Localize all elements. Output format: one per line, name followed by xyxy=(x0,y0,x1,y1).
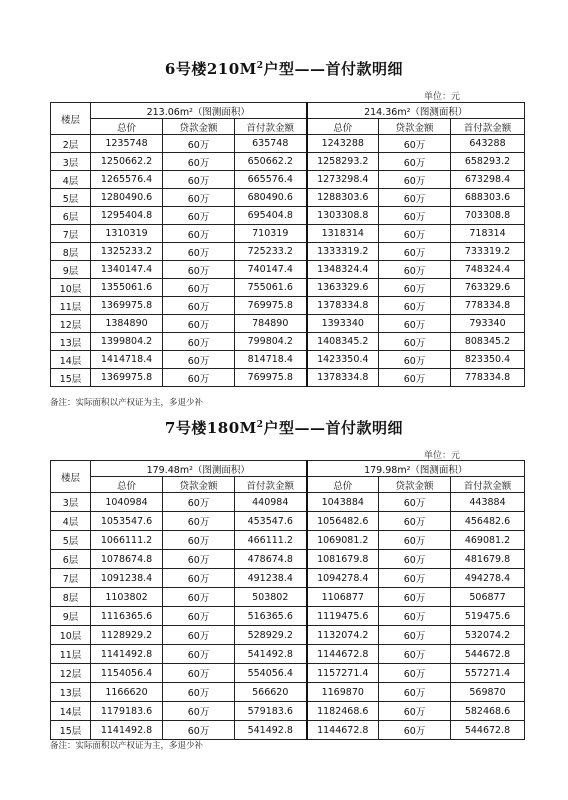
floor-cell: 6层 xyxy=(51,550,91,569)
table-cell: 60万 xyxy=(163,333,235,351)
table-cell: 688303.6 xyxy=(451,189,525,207)
table-cell: 60万 xyxy=(163,315,235,333)
table-cell: 478674.8 xyxy=(235,550,307,569)
table-cell: 60万 xyxy=(379,645,451,664)
table-cell: 703308.8 xyxy=(451,207,525,225)
table-cell: 1078674.8 xyxy=(91,550,163,569)
table-cell: 1103802 xyxy=(91,588,163,607)
table-cell: 1340147.4 xyxy=(91,261,163,279)
floor-cell: 12层 xyxy=(51,315,91,333)
table-cell: 532074.2 xyxy=(451,626,525,645)
table-row xyxy=(51,531,525,550)
table-cell: 725233.2 xyxy=(235,243,307,261)
table-cell: 60万 xyxy=(379,531,451,550)
table-cell: 60万 xyxy=(379,279,451,297)
table-cell: 1384890 xyxy=(91,315,163,333)
table-row xyxy=(51,721,525,740)
table-cell: 469081.2 xyxy=(451,531,525,550)
floor-cell: 5层 xyxy=(51,189,91,207)
table-cell: 60万 xyxy=(379,243,451,261)
table-cell: 1318314 xyxy=(307,225,379,243)
table-cell: 778334.8 xyxy=(451,369,525,387)
table-cell: 60万 xyxy=(163,550,235,569)
floor-cell: 14层 xyxy=(51,351,91,369)
floor-cell: 8层 xyxy=(51,588,91,607)
table-cell: 528929.2 xyxy=(235,626,307,645)
table-cell: 823350.4 xyxy=(451,351,525,369)
table-cell: 1280490.6 xyxy=(91,189,163,207)
table-cell: 1157271.4 xyxy=(307,664,379,683)
table-cell: 1128929.2 xyxy=(91,626,163,645)
table-cell: 516365.6 xyxy=(235,607,307,626)
table-cell: 60万 xyxy=(163,683,235,702)
table-cell: 1414718.4 xyxy=(91,351,163,369)
table-row xyxy=(51,493,525,512)
table-cell: 60万 xyxy=(379,351,451,369)
table-cell: 1399804.2 xyxy=(91,333,163,351)
table-cell: 60万 xyxy=(379,333,451,351)
floor-cell: 7层 xyxy=(51,225,91,243)
table-cell: 658293.2 xyxy=(451,153,525,171)
table-cell: 60万 xyxy=(163,243,235,261)
group-header-a: 179.48m²（图测面积） xyxy=(91,461,307,477)
table-cell: 60万 xyxy=(163,588,235,607)
table-cell: 1378334.8 xyxy=(307,297,379,315)
section-2-unit: 单位：元 xyxy=(424,451,461,461)
table-cell: 60万 xyxy=(379,512,451,531)
table-cell: 799804.2 xyxy=(235,333,307,351)
table-cell: 60万 xyxy=(163,607,235,626)
table-cell: 60万 xyxy=(163,721,235,740)
table-cell: 554056.4 xyxy=(235,664,307,683)
table-cell: 1154056.4 xyxy=(91,664,163,683)
table-cell: 506877 xyxy=(451,588,525,607)
table-cell: 60万 xyxy=(163,171,235,189)
table-cell: 650662.2 xyxy=(235,153,307,171)
table-cell: 1179183.6 xyxy=(91,702,163,721)
table-row xyxy=(51,171,525,189)
col-down-payment-a: 首付款金额 xyxy=(235,477,307,493)
table-cell: 695404.8 xyxy=(235,207,307,225)
floor-cell: 15层 xyxy=(51,369,91,387)
table-cell: 60万 xyxy=(163,702,235,721)
floor-cell: 4层 xyxy=(51,512,91,531)
table-cell: 1144672.8 xyxy=(307,721,379,740)
table-cell: 544672.8 xyxy=(451,645,525,664)
col-loan-a: 贷款金额 xyxy=(163,119,235,135)
table-row xyxy=(51,207,525,225)
table-cell: 740147.4 xyxy=(235,261,307,279)
table-cell: 1043884 xyxy=(307,493,379,512)
table-row xyxy=(51,626,525,645)
table-cell: 1166620 xyxy=(91,683,163,702)
table-cell: 443884 xyxy=(451,493,525,512)
table-cell: 60万 xyxy=(379,569,451,588)
table-cell: 494278.4 xyxy=(451,569,525,588)
table-row xyxy=(51,351,525,369)
table-cell: 60万 xyxy=(379,721,451,740)
floor-cell: 9层 xyxy=(51,607,91,626)
table-row xyxy=(51,607,525,626)
table-cell: 1040984 xyxy=(91,493,163,512)
table-cell: 1056482.6 xyxy=(307,512,379,531)
table-cell: 60万 xyxy=(163,493,235,512)
table-cell: 453547.6 xyxy=(235,512,307,531)
table-cell: 1132074.2 xyxy=(307,626,379,645)
table-cell: 456482.6 xyxy=(451,512,525,531)
table-cell: 60万 xyxy=(163,135,235,153)
table-row xyxy=(51,315,525,333)
table-cell: 60万 xyxy=(163,225,235,243)
section-2-note: 备注：实际面积以产权证为主，多退少补 xyxy=(50,741,204,751)
table-row xyxy=(51,569,525,588)
group-header-a: 213.06m²（图测面积） xyxy=(91,103,307,119)
table-row xyxy=(51,369,525,387)
row-header-floor: 楼层 xyxy=(51,461,91,493)
table-row xyxy=(51,664,525,683)
table-cell: 60万 xyxy=(163,261,235,279)
section-1-title: 6号楼$210M^2$户型——首付款明细 xyxy=(164,60,404,78)
table-cell: 60万 xyxy=(379,315,451,333)
table-cell: 60万 xyxy=(163,189,235,207)
section-1-note: 备注：实际面积以产权证为主，多退少补 xyxy=(50,398,204,408)
table-cell: 60万 xyxy=(379,626,451,645)
table-cell: 60万 xyxy=(379,225,451,243)
table-cell: 60万 xyxy=(379,189,451,207)
table-cell: 60万 xyxy=(163,645,235,664)
col-down-payment-b: 首付款金额 xyxy=(451,119,525,135)
table-cell: 1235748 xyxy=(91,135,163,153)
table-cell: 1091238.4 xyxy=(91,569,163,588)
table-cell: 60万 xyxy=(379,135,451,153)
table-cell: 541492.8 xyxy=(235,645,307,664)
table-cell: 60万 xyxy=(379,702,451,721)
table-row xyxy=(51,588,525,607)
table-cell: 60万 xyxy=(379,261,451,279)
table-cell: 60万 xyxy=(379,369,451,387)
table-cell: 778334.8 xyxy=(451,297,525,315)
floor-cell: 4层 xyxy=(51,171,91,189)
table-cell: 808345.2 xyxy=(451,333,525,351)
section-1-table xyxy=(50,102,525,387)
table-cell: 60万 xyxy=(163,297,235,315)
table-cell: 793340 xyxy=(451,315,525,333)
group-header-b: 179.98m²（图测面积） xyxy=(307,461,525,477)
table-cell: 1081679.8 xyxy=(307,550,379,569)
table-cell: 769975.8 xyxy=(235,297,307,315)
table-cell: 60万 xyxy=(163,279,235,297)
floor-cell: 12层 xyxy=(51,664,91,683)
table-row xyxy=(51,702,525,721)
floor-cell: 3层 xyxy=(51,493,91,512)
table-cell: 60万 xyxy=(379,153,451,171)
table-cell: 1053547.6 xyxy=(91,512,163,531)
table-cell: 1265576.4 xyxy=(91,171,163,189)
table-cell: 1119475.6 xyxy=(307,607,379,626)
table-cell: 60万 xyxy=(379,683,451,702)
table-cell: 1250662.2 xyxy=(91,153,163,171)
floor-cell: 6层 xyxy=(51,207,91,225)
table-cell: 1273298.4 xyxy=(307,171,379,189)
floor-cell: 10层 xyxy=(51,626,91,645)
table-row xyxy=(51,153,525,171)
table-cell: 680490.6 xyxy=(235,189,307,207)
table-cell: 1295404.8 xyxy=(91,207,163,225)
table-cell: 60万 xyxy=(379,664,451,683)
col-total-price-b: 总价 xyxy=(307,119,379,135)
table-cell: 569870 xyxy=(451,683,525,702)
table-cell: 503802 xyxy=(235,588,307,607)
table-cell: 1378334.8 xyxy=(307,369,379,387)
table-cell: 769975.8 xyxy=(235,369,307,387)
table-cell: 1333319.2 xyxy=(307,243,379,261)
table-cell: 1369975.8 xyxy=(91,369,163,387)
floor-cell: 2层 xyxy=(51,135,91,153)
table-row xyxy=(51,297,525,315)
section-2-table xyxy=(50,460,525,740)
table-cell: 1393340 xyxy=(307,315,379,333)
table-cell: 60万 xyxy=(163,153,235,171)
table-row xyxy=(51,225,525,243)
col-down-payment-a: 首付款金额 xyxy=(235,119,307,135)
table-cell: 582468.6 xyxy=(451,702,525,721)
table-cell: 1141492.8 xyxy=(91,645,163,664)
table-cell: 1141492.8 xyxy=(91,721,163,740)
table-cell: 1069081.2 xyxy=(307,531,379,550)
table-cell: 755061.6 xyxy=(235,279,307,297)
table-cell: 1243288 xyxy=(307,135,379,153)
table-cell: 1169870 xyxy=(307,683,379,702)
table-cell: 1310319 xyxy=(91,225,163,243)
table-cell: 60万 xyxy=(163,664,235,683)
table-cell: 1106877 xyxy=(307,588,379,607)
floor-cell: 15层 xyxy=(51,721,91,740)
floor-cell: 5层 xyxy=(51,531,91,550)
table-cell: 763329.6 xyxy=(451,279,525,297)
col-loan-b: 贷款金额 xyxy=(379,477,451,493)
table-cell: 60万 xyxy=(379,171,451,189)
table-cell: 60万 xyxy=(163,369,235,387)
table-cell: 60万 xyxy=(163,569,235,588)
table-cell: 566620 xyxy=(235,683,307,702)
table-cell: 60万 xyxy=(163,207,235,225)
table-cell: 814718.4 xyxy=(235,351,307,369)
floor-cell: 8层 xyxy=(51,243,91,261)
table-cell: 1408345.2 xyxy=(307,333,379,351)
table-cell: 718314 xyxy=(451,225,525,243)
floor-cell: 14层 xyxy=(51,702,91,721)
table-cell: 1423350.4 xyxy=(307,351,379,369)
table-cell: 1288303.6 xyxy=(307,189,379,207)
table-row xyxy=(51,683,525,702)
section-2-title: 7号楼$180M^2$户型——首付款明细 xyxy=(164,419,404,437)
table-cell: 748324.4 xyxy=(451,261,525,279)
floor-cell: 10层 xyxy=(51,279,91,297)
row-header-floor: 楼层 xyxy=(51,103,91,135)
table-cell: 579183.6 xyxy=(235,702,307,721)
floor-cell: 7层 xyxy=(51,569,91,588)
table-cell: 60万 xyxy=(379,607,451,626)
table-cell: 1355061.6 xyxy=(91,279,163,297)
table-cell: 481679.8 xyxy=(451,550,525,569)
table-cell: 1182468.6 xyxy=(307,702,379,721)
table-cell: 673298.4 xyxy=(451,171,525,189)
col-total-price-b: 总价 xyxy=(307,477,379,493)
table-row xyxy=(51,189,525,207)
group-header-b: 214.36m²（图测面积） xyxy=(307,103,525,119)
table-cell: 60万 xyxy=(163,531,235,550)
table-cell: 60万 xyxy=(163,512,235,531)
table-cell: 60万 xyxy=(163,351,235,369)
floor-cell: 9层 xyxy=(51,261,91,279)
table-cell: 1348324.4 xyxy=(307,261,379,279)
table-cell: 60万 xyxy=(379,550,451,569)
table-cell: 60万 xyxy=(379,493,451,512)
table-cell: 1066111.2 xyxy=(91,531,163,550)
table-cell: 1369975.8 xyxy=(91,297,163,315)
table-cell: 1094278.4 xyxy=(307,569,379,588)
table-cell: 1258293.2 xyxy=(307,153,379,171)
table-cell: 1116365.6 xyxy=(91,607,163,626)
floor-cell: 11层 xyxy=(51,645,91,664)
table-cell: 519475.6 xyxy=(451,607,525,626)
col-down-payment-b: 首付款金额 xyxy=(451,477,525,493)
floor-cell: 13层 xyxy=(51,683,91,702)
table-cell: 60万 xyxy=(379,588,451,607)
table-cell: 466111.2 xyxy=(235,531,307,550)
col-total-price-a: 总价 xyxy=(91,119,163,135)
table-cell: 440984 xyxy=(235,493,307,512)
table-row xyxy=(51,261,525,279)
col-loan-b: 贷款金额 xyxy=(379,119,451,135)
table-cell: 491238.4 xyxy=(235,569,307,588)
table-row xyxy=(51,645,525,664)
table-cell: 60万 xyxy=(163,626,235,645)
col-total-price-a: 总价 xyxy=(91,477,163,493)
floor-cell: 3层 xyxy=(51,153,91,171)
table-cell: 60万 xyxy=(379,207,451,225)
table-cell: 635748 xyxy=(235,135,307,153)
table-cell: 557271.4 xyxy=(451,664,525,683)
table-row xyxy=(51,550,525,569)
table-row xyxy=(51,243,525,261)
floor-cell: 11层 xyxy=(51,297,91,315)
table-cell: 665576.4 xyxy=(235,171,307,189)
table-row xyxy=(51,333,525,351)
table-row xyxy=(51,512,525,531)
table-row xyxy=(51,279,525,297)
table-cell: 544672.8 xyxy=(451,721,525,740)
table-cell: 1303308.8 xyxy=(307,207,379,225)
table-cell: 733319.2 xyxy=(451,243,525,261)
floor-cell: 13层 xyxy=(51,333,91,351)
table-cell: 541492.8 xyxy=(235,721,307,740)
table-cell: 784890 xyxy=(235,315,307,333)
col-loan-a: 贷款金额 xyxy=(163,477,235,493)
table-cell: 1325233.2 xyxy=(91,243,163,261)
table-cell: 60万 xyxy=(379,297,451,315)
table-row xyxy=(51,135,525,153)
table-cell: 1144672.8 xyxy=(307,645,379,664)
section-1-unit: 单位：元 xyxy=(424,92,461,102)
table-cell: 710319 xyxy=(235,225,307,243)
table-cell: 643288 xyxy=(451,135,525,153)
table-cell: 1363329.6 xyxy=(307,279,379,297)
